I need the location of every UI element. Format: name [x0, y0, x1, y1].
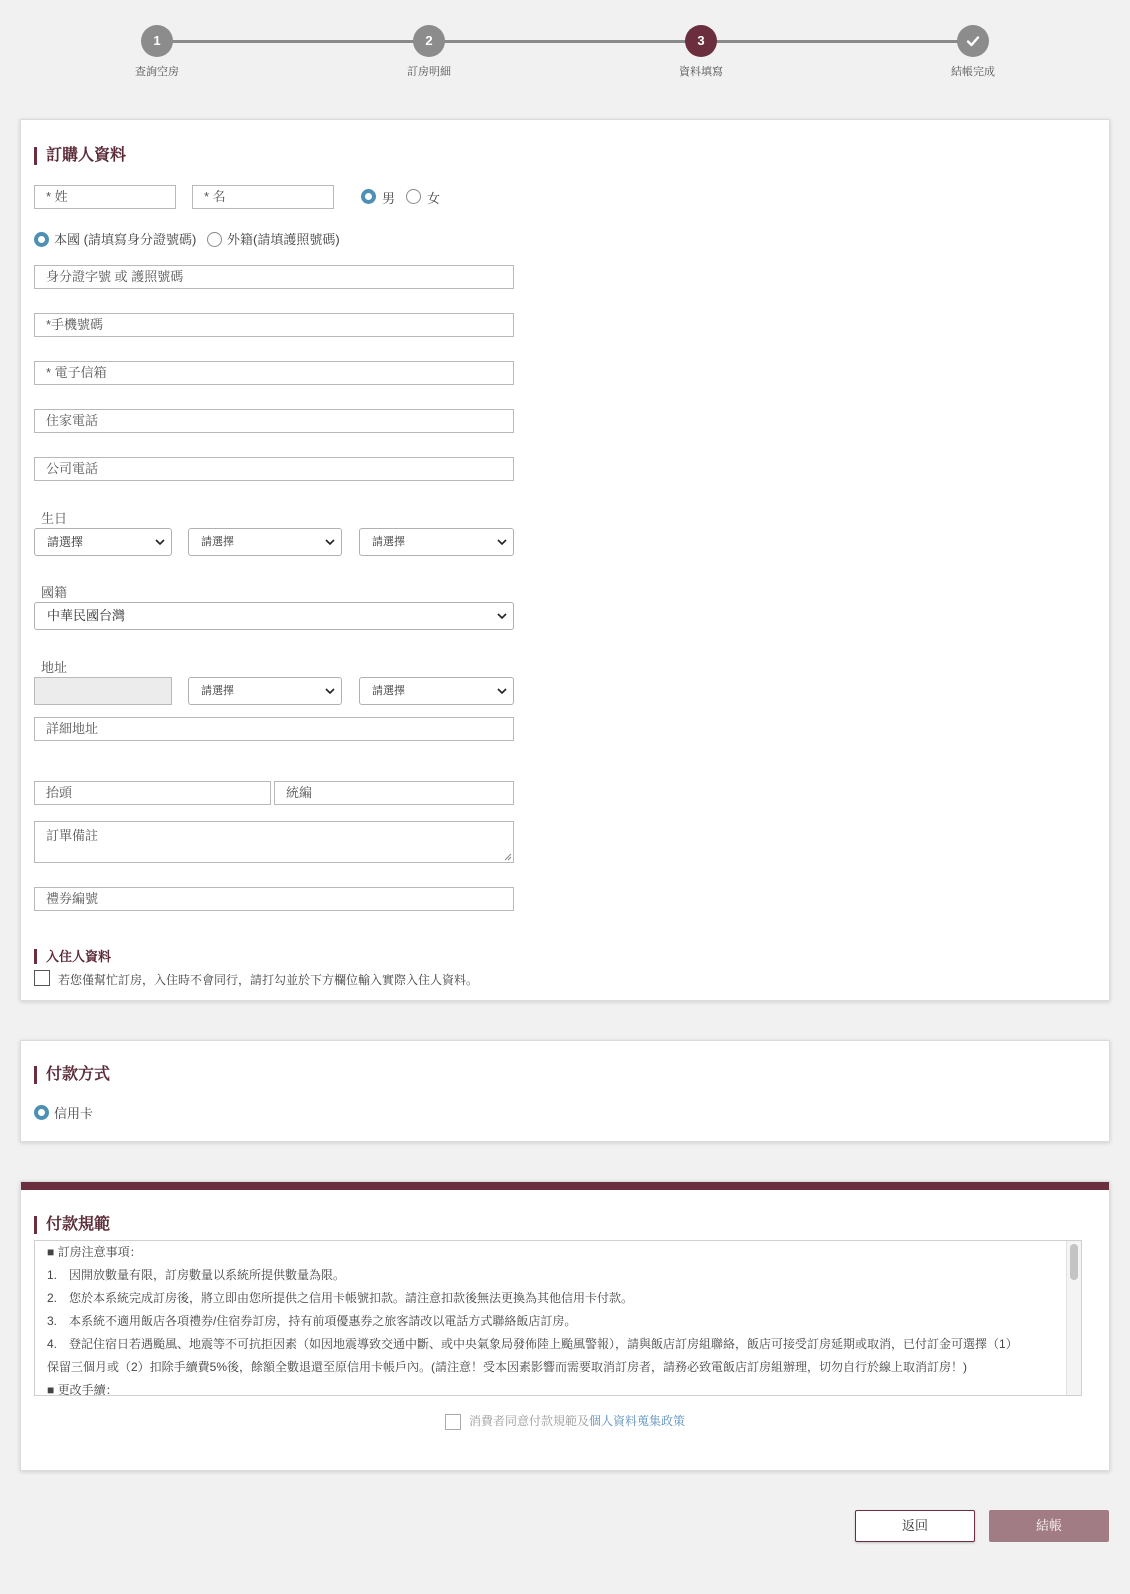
home-phone-input[interactable]: 住家電話 — [34, 409, 514, 433]
country-label: 國籍 — [41, 585, 68, 600]
rules-section-title: 付款規範 — [34, 1216, 110, 1234]
gender-male-radio[interactable] — [361, 189, 376, 204]
country-value: 中華民國台灣 — [47, 608, 126, 623]
invoice-title-input[interactable]: 抬頭 — [34, 781, 271, 805]
booker-section-title: 訂購人資料 — [34, 147, 126, 165]
rules-accent-bar — [21, 1182, 1109, 1190]
scrollbar-thumb[interactable] — [1070, 1244, 1078, 1280]
agree-text: 消費者同意付款規範及 — [468, 1414, 589, 1428]
payment-rules-card — [20, 1181, 1110, 1471]
postal-code-input[interactable] — [34, 677, 172, 705]
nationality-local-radio[interactable] — [34, 232, 49, 247]
back-button[interactable]: 返回 — [855, 1510, 975, 1542]
gender-female-label: 女 — [427, 191, 441, 206]
chevron-down-icon — [497, 612, 507, 620]
step-2-number: 2 — [413, 25, 445, 57]
address-detail-input[interactable]: 詳細地址 — [34, 717, 514, 741]
first-name-input[interactable]: * 名 — [192, 185, 334, 209]
birthday-year-select[interactable] — [34, 528, 172, 556]
rules-line: 2. 您於本系統完成訂房後，將立即由您所提供之信用卡帳號扣款。請注意扣款後無法更換為其他信用卡付款。 — [47, 1291, 634, 1305]
payment-section-title: 付款方式 — [34, 1066, 110, 1084]
address-district-select[interactable] — [359, 677, 514, 705]
office-phone-input[interactable]: 公司電話 — [34, 457, 514, 481]
agree-row — [21, 1412, 1109, 1430]
credit-card-label: 信用卡 — [54, 1106, 94, 1121]
chevron-down-icon — [497, 538, 507, 546]
checkmark-icon — [957, 25, 989, 57]
step-3 — [641, 25, 761, 79]
birthday-month-select[interactable] — [188, 528, 342, 556]
checkout-button[interactable]: 結帳 — [989, 1510, 1109, 1542]
birthday-day-select[interactable] — [359, 528, 514, 556]
credit-card-radio[interactable] — [34, 1105, 49, 1120]
order-note-textarea[interactable] — [34, 821, 514, 863]
rules-line: ■ 訂房注意事項： — [47, 1245, 142, 1259]
rules-scroll-box[interactable] — [34, 1240, 1082, 1396]
rules-line: 1. 因開放數量有限，訂房數量以系統所提供數量為限。 — [47, 1268, 346, 1282]
guest-different-checkbox[interactable] — [34, 970, 50, 986]
id-number-input[interactable]: 身分證字號 或 護照號碼 — [34, 265, 514, 289]
address-label: 地址 — [41, 660, 68, 675]
address-city-select[interactable] — [188, 677, 342, 705]
address-district-value: 請選擇 — [372, 685, 405, 697]
guest-different-label: 若您僅幫忙訂房，入住時不會同行，請打勾並於下方欄位輸入實際入住人資料。 — [58, 973, 479, 987]
step-4 — [913, 25, 1033, 79]
birthday-month-value: 請選擇 — [201, 536, 234, 548]
payment-method-card — [20, 1040, 1110, 1142]
address-city-value: 請選擇 — [201, 685, 234, 697]
nationality-local-label: 本國 (請填寫身分證號碼) — [54, 232, 197, 247]
step-1-label: 查詢空房 — [135, 66, 179, 78]
birthday-day-value: 請選擇 — [372, 536, 405, 548]
rules-line: 4. 登記住宿日若遇颱風、地震等不可抗拒因素（如因地震導致交通中斷、或中央氣象局發佈陸上颱風警報），請與飯店訂房組聯絡，飯店可接受訂房延期或取消，已付訂金可選擇（1） — [47, 1337, 1018, 1351]
stepper-line — [157, 40, 973, 43]
step-3-number: 3 — [685, 25, 717, 57]
booker-card — [20, 119, 1110, 1001]
agree-checkbox[interactable] — [445, 1414, 461, 1430]
country-select[interactable] — [34, 602, 514, 630]
resize-handle-icon[interactable] — [504, 853, 512, 861]
chevron-down-icon — [155, 538, 165, 546]
rules-line: ■ 更改手續： — [47, 1383, 118, 1396]
step-2-label: 訂房明細 — [407, 66, 451, 78]
birthday-year-value: 請選擇 — [47, 535, 84, 549]
mobile-input[interactable]: *手機號碼 — [34, 313, 514, 337]
tax-id-input[interactable]: 統編 — [274, 781, 514, 805]
last-name-input[interactable]: * 姓 — [34, 185, 176, 209]
step-1 — [97, 25, 217, 79]
step-4-label: 結帳完成 — [951, 66, 995, 78]
gender-male-label: 男 — [382, 191, 396, 206]
guest-section-title: 入住人資料 — [34, 949, 111, 964]
chevron-down-icon — [497, 687, 507, 695]
progress-stepper — [0, 0, 1130, 100]
rules-scrollbar[interactable] — [1066, 1241, 1081, 1395]
voucher-input[interactable]: 禮券編號 — [34, 887, 514, 911]
rules-line: 3. 本系統不適用飯店各項禮券/住宿券訂房，持有前項優惠券之旅客請改以電話方式聯絡飯店訂房。 — [47, 1314, 577, 1328]
gender-female-radio[interactable] — [406, 189, 421, 204]
chevron-down-icon — [325, 687, 335, 695]
step-2 — [369, 25, 489, 79]
step-3-label: 資料填寫 — [679, 66, 723, 78]
step-1-number: 1 — [141, 25, 173, 57]
privacy-policy-link[interactable]: 個人資料蒐集政策 — [589, 1414, 686, 1428]
nationality-foreign-label: 外籍(請填護照號碼) — [227, 232, 340, 247]
birthday-label: 生日 — [41, 511, 68, 526]
chevron-down-icon — [325, 538, 335, 546]
order-note-placeholder: 訂單備註 — [46, 828, 99, 843]
rules-line: 保留三個月或（2）扣除手續費5%後，餘額全數退還至原信用卡帳戶內。(請注意！受本因素影響而需要取消訂房者，請務必致電飯店訂房組辦理，切勿自行於線上取消訂房！) — [47, 1360, 968, 1374]
email-input[interactable]: * 電子信箱 — [34, 361, 514, 385]
nationality-foreign-radio[interactable] — [207, 232, 222, 247]
